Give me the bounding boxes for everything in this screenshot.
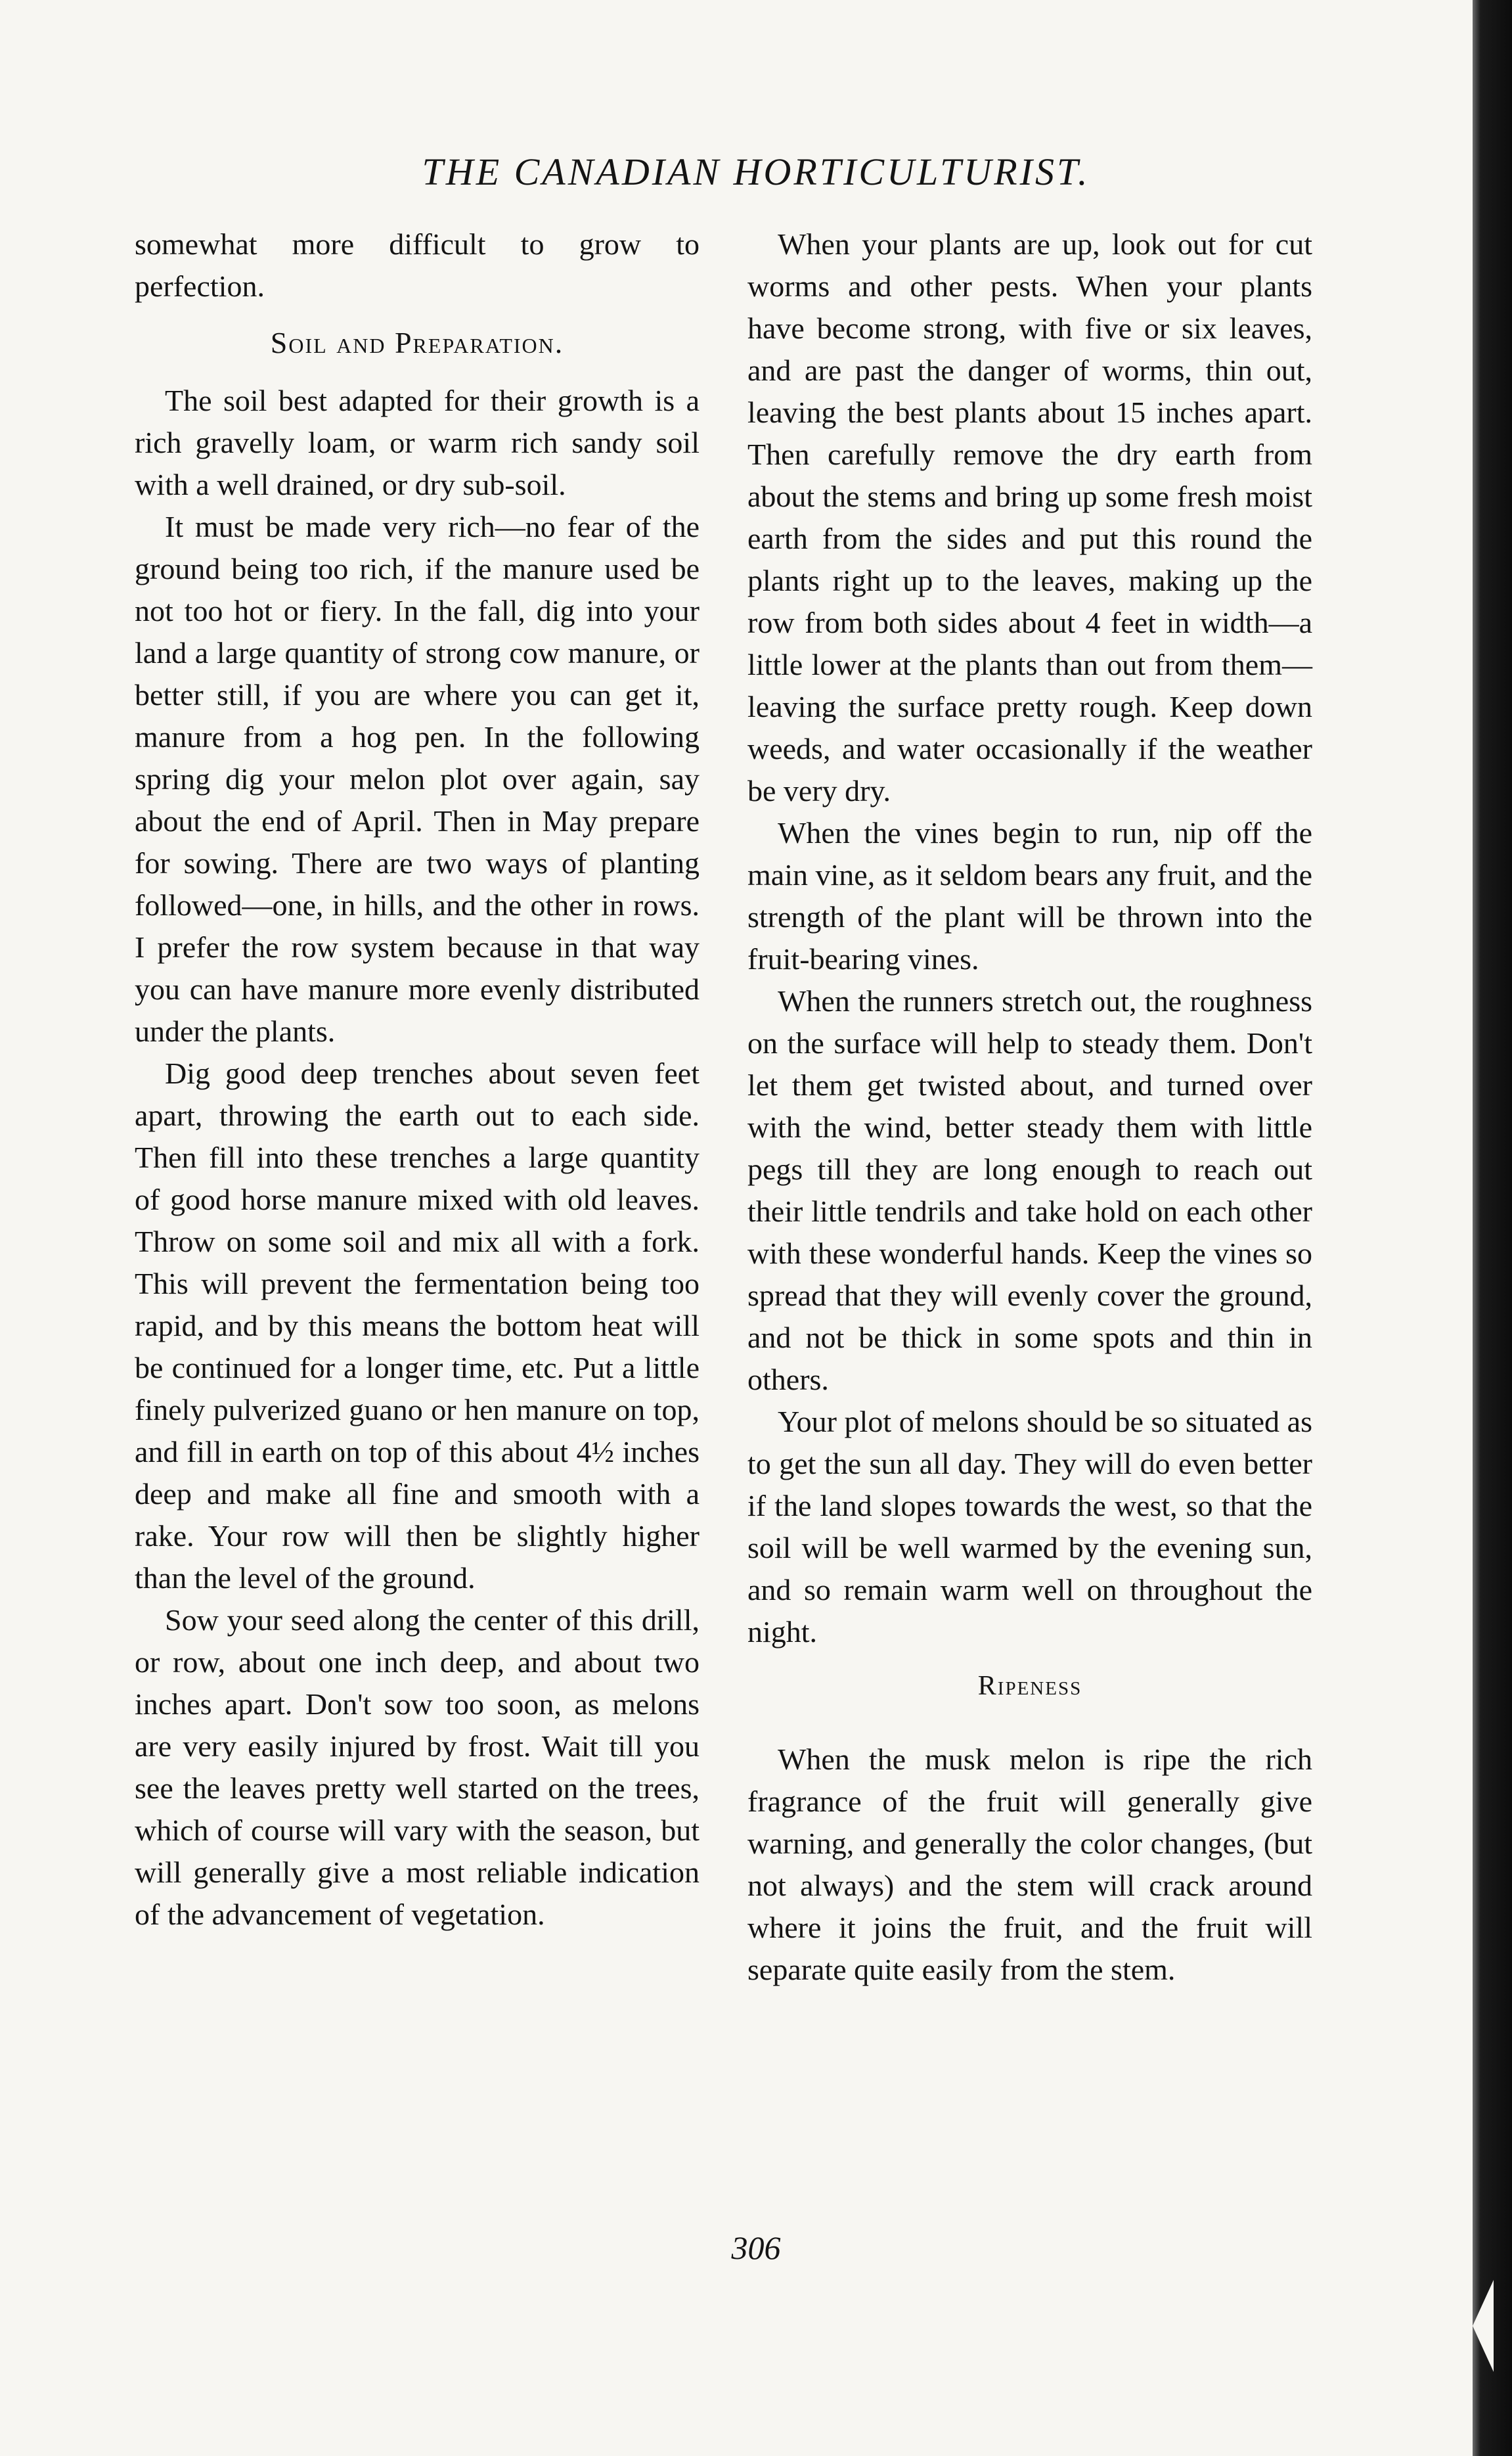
right-paragraph-5: When the musk melon is ripe the rich fragrance of the fruit will generally give warning, and generally the color changes, (but not always) and the stem will crack around where it joins the fruit, and the fruit will separate quite easily from the stem. bbox=[747, 1742, 1312, 1986]
left-paragraph-5: Sow your seed along the center of this drill, or row, about one inch deep, and about two inches apart. Don't sow too soon, as melons are very easily injured by frost. Wait till you see the leaves pretty well started on the trees, which of course will vary with the season, but will generally give a most reliable indication of the advancement of vegetation. bbox=[135, 1603, 700, 1931]
page-number: 306 bbox=[731, 2229, 781, 2266]
right-paragraph-3: When the runners stretch out, the roughness on the surface will help to steady them. Don't let them get twisted about, and turned over with the wind, better steady them with little pegs till they are long enough to reach out their little tendrils and take hold on each other with these wonderful hands. Keep the vines so spread that they will evenly cover the ground, and not be thick in some spots and thin in others. bbox=[747, 984, 1312, 1396]
section-heading-ripeness: Ripeness bbox=[977, 1671, 1082, 1701]
left-paragraph-1: somewhat more difficult to grow to perfection. bbox=[135, 227, 700, 303]
right-paragraph-2: When the vines begin to run, nip off the main vine, as it seldom bears any fruit, and the strength of the plant will be thrown into the fruit-bearing vines. bbox=[747, 816, 1312, 976]
scan-edge-notch bbox=[1473, 2280, 1494, 2372]
left-paragraph-2: The soil best adapted for their growth is a rich gravelly loam, or warm rich sandy soil with a well drained, or dry sub-soil. bbox=[135, 384, 700, 501]
left-paragraph-3: It must be made very rich—no fear of the ground being too rich, if the manure used be not too hot or fiery. In the fall, dig into your land a large quantity of strong cow manure, or better still, if you are where you can get it, manure from a hog pen. In the following spring dig your melon plot over again, say about the end of April. Then in May prepare for sowing. There are two ways of planting followed—one, in hills, and the other in rows. I prefer the row system because in that way you can have manure more evenly distributed under the plants. bbox=[135, 510, 700, 1048]
section-heading-soil: Soil and Preparation. bbox=[270, 326, 564, 359]
right-paragraph-4: Your plot of melons should be so situated as to get the sun all day. They will do even better if the land slopes towards the west, so that the soil will be well warmed by the evening sun, and so remain warm well on throughout the night. bbox=[747, 1405, 1312, 1649]
right-column bbox=[747, 223, 1312, 1991]
left-paragraph-4: Dig good deep trenches about seven feet apart, throwing the earth out to each side. Then fill into these trenches a large quantity of good horse manure mixed with old leaves. Throw on some soil and mix all with a fork. This will prevent the fermentation being too rapid, and by this means the bottom heat will be continued for a longer time, etc. Put a little finely pulverized guano or hen manure on top, and fill in earth on top of this about 4½ inches deep and make all fine and smooth with a rake. Your row will then be slightly higher than the level of the ground. bbox=[135, 1057, 700, 1595]
left-column bbox=[135, 223, 700, 1936]
right-paragraph-1: When your plants are up, look out for cut worms and other pests. When your plants have become strong, with five or six leaves, and are past the danger of worms, thin out, leaving the best plants about 15 inches apart. Then carefully remove the dry earth from about the stems and bring up some fresh moist earth from the sides and put this round the plants right up to the leaves, making up the row from both sides about 4 feet in width—a little lower at the plants than out from them—leaving the surface pretty rough. Keep down weeds, and water occasionally if the weather be very dry. bbox=[747, 227, 1312, 807]
scan-binding-edge bbox=[1473, 0, 1512, 2456]
running-header: THE CANADIAN HORTICULTURIST. bbox=[422, 150, 1090, 193]
